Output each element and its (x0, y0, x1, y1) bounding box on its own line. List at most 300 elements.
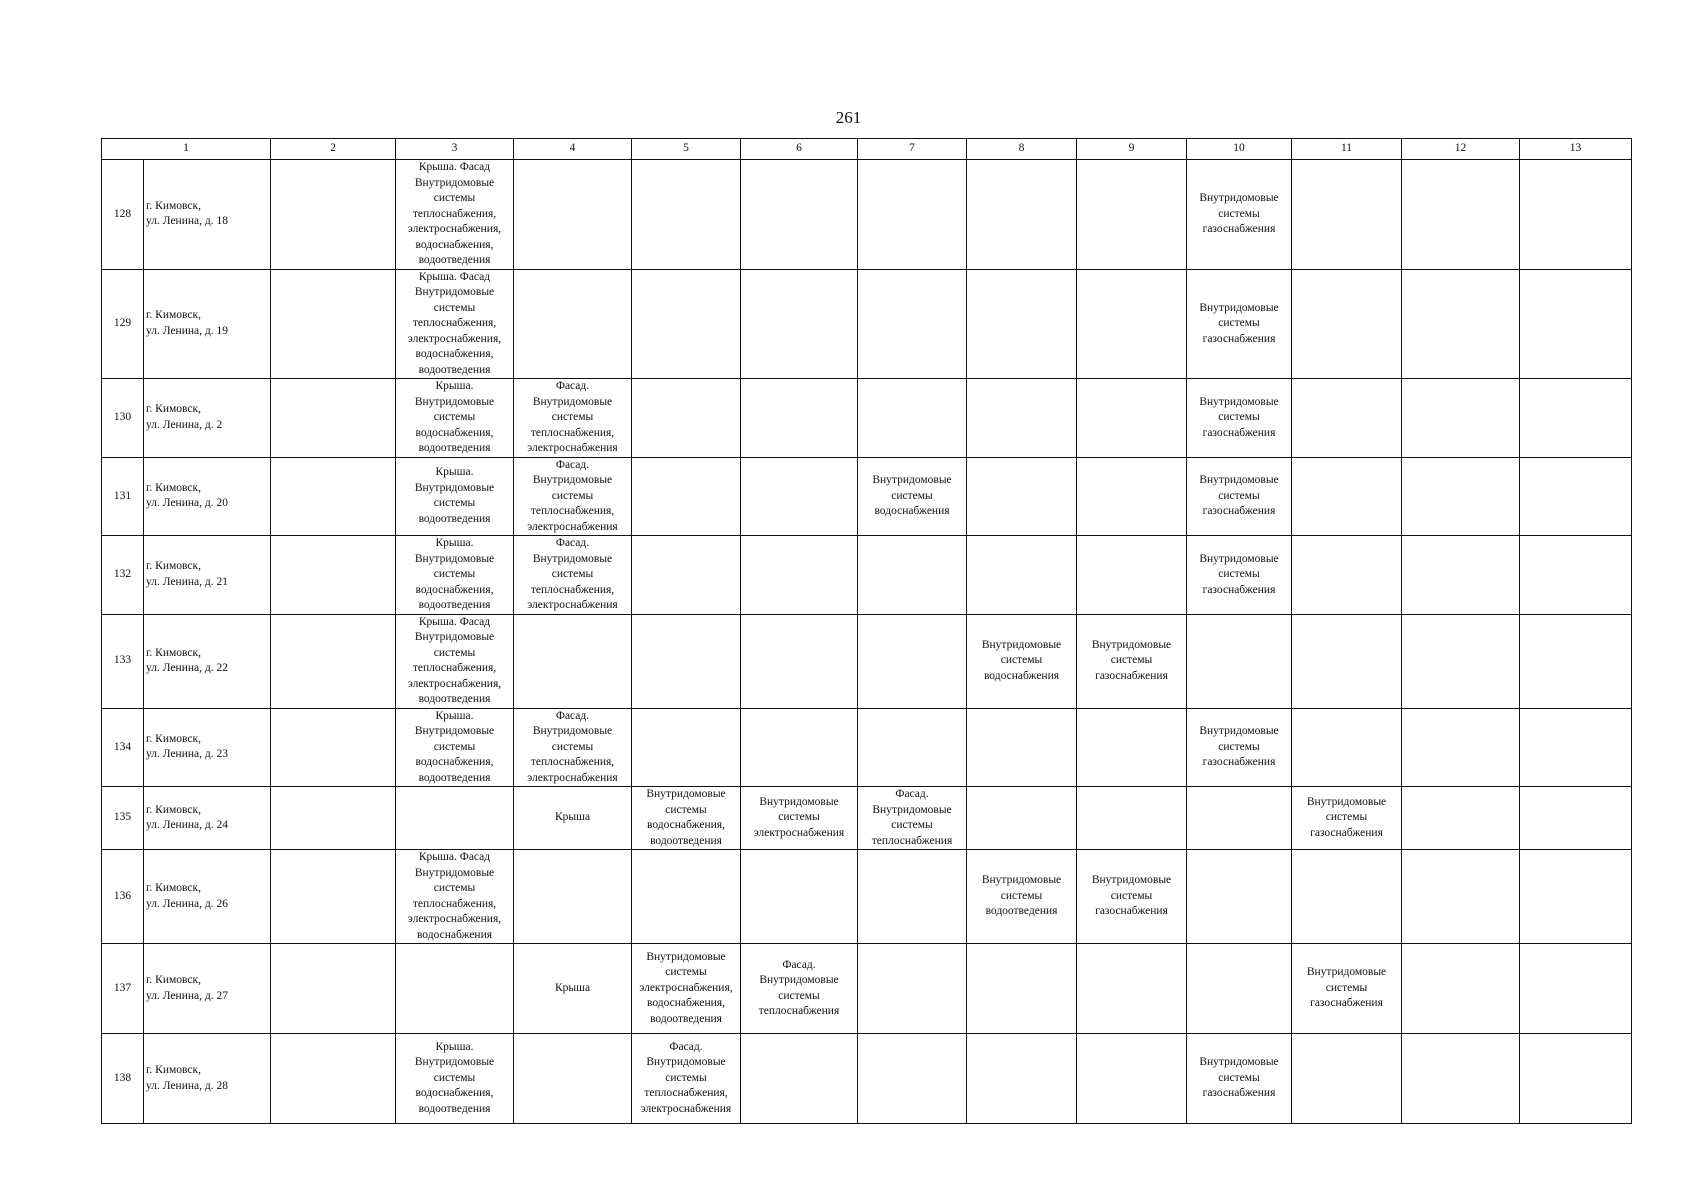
cell-line: ул. Ленина, д. 23 (146, 748, 228, 761)
cell-line: теплоснабжения, (530, 505, 615, 517)
row-number: 132 (102, 536, 144, 615)
work-cell-col-2 (271, 536, 396, 615)
work-cell-col-11 (1292, 269, 1402, 379)
work-cell-col-4 (514, 269, 632, 379)
row-number: 137 (102, 944, 144, 1034)
work-cell-col-8 (967, 1034, 1077, 1124)
work-cell-col-13 (1520, 1034, 1632, 1124)
work-cell-col-9 (1077, 614, 1187, 708)
work-cell-col-8 (967, 379, 1077, 458)
table-row (102, 536, 1632, 615)
cell-line: системы (1110, 654, 1153, 667)
cell-line: Внутридомовые (1199, 725, 1279, 737)
cell-line: Крыша. Фасад (418, 161, 491, 173)
cell-line: г. Кимовск, (146, 403, 201, 416)
work-cell-col-8 (967, 536, 1077, 615)
cell-line: системы (433, 740, 476, 753)
work-cell-col-2 (271, 160, 396, 270)
table-row (102, 614, 1632, 708)
cell-text (858, 473, 966, 520)
cell-line: газоснабжения (1202, 505, 1276, 517)
cell-line: Крыша. (435, 537, 474, 549)
cell-line: водоотведения (418, 1102, 491, 1115)
cell-line: Внутридомовые (646, 950, 726, 963)
cell-line: ул. Ленина, д. 24 (146, 819, 228, 831)
work-cell-col-9 (1077, 708, 1187, 787)
cell-line: ул. Ленина, д. 27 (146, 989, 228, 1002)
cell-text (396, 709, 513, 787)
cell-line: Фасад. (895, 788, 929, 800)
cell-text (514, 458, 631, 536)
cell-line: системы (433, 1071, 476, 1084)
work-cell-col-13 (1520, 457, 1632, 536)
address-cell (144, 379, 271, 458)
cell-line: Внутридомовые (759, 795, 839, 808)
work-cell-col-2 (271, 944, 396, 1034)
work-cell-col-8 (967, 708, 1077, 787)
cell-text (1077, 638, 1186, 685)
work-cell-col-7 (858, 269, 967, 379)
cell-line: системы (1218, 740, 1260, 753)
cell-line: системы (1218, 489, 1260, 502)
work-cell-col-3 (396, 850, 514, 944)
column-header-4: 4 (514, 139, 632, 160)
work-cell-col-5 (632, 160, 741, 270)
work-cell-col-4 (514, 708, 632, 787)
cell-text (396, 850, 513, 943)
cell-line: Внутридомовые (1199, 552, 1279, 565)
cell-line: Фасад. (555, 709, 590, 722)
cell-text (146, 402, 270, 433)
cell-line: Фасад. (555, 380, 590, 392)
cell-line: ул. Ленина, д. 18 (146, 215, 228, 228)
cell-line: Внутридомовые (532, 395, 613, 408)
cell-line: водоотведения (650, 1012, 722, 1025)
work-cell-col-12 (1402, 1034, 1520, 1124)
cell-line: Фасад. (555, 458, 590, 471)
column-header-5: 5 (632, 139, 741, 160)
cell-text (1187, 191, 1291, 238)
cell-text (396, 1040, 513, 1118)
cell-line: Внутридомовые (414, 286, 495, 298)
work-cell-col-8 (967, 944, 1077, 1034)
row-number: 133 (102, 614, 144, 708)
address-cell (144, 944, 271, 1034)
column-header-9: 9 (1077, 139, 1187, 160)
table-row (102, 1034, 1632, 1124)
cell-line: системы (778, 811, 820, 824)
cell-line: водоснабжения, (415, 348, 494, 360)
work-cell-col-2 (271, 787, 396, 850)
address-cell (144, 787, 271, 850)
table-row (102, 708, 1632, 787)
work-cell-col-10 (1187, 269, 1292, 379)
cell-line: электроснабжения (527, 771, 618, 784)
work-cell-col-10 (1187, 160, 1292, 270)
cell-line: Крыша. (435, 466, 474, 479)
cell-text (146, 803, 270, 834)
cell-line: Внутридомовые (1199, 395, 1279, 408)
column-header-1: 1 (102, 139, 271, 160)
cell-text (146, 308, 270, 339)
cell-line: Внутридомовые (532, 725, 613, 737)
work-cell-col-13 (1520, 536, 1632, 615)
cell-line: г. Кимовск, (146, 882, 201, 894)
work-cell-col-7 (858, 160, 967, 270)
work-cell-col-3 (396, 160, 514, 270)
work-cell-col-6 (741, 269, 858, 379)
cell-text (514, 379, 631, 457)
cell-line: теплоснабжения, (530, 426, 615, 439)
table-row (102, 787, 1632, 850)
cell-line: системы (1218, 411, 1260, 423)
cell-line: Внутридомовые (872, 803, 952, 816)
cell-line: Внутридомовые (532, 552, 613, 565)
cell-line: ул. Ленина, д. 2 (146, 418, 223, 431)
cell-line: г. Кимовск, (146, 974, 201, 986)
column-number-header-row (102, 139, 1632, 160)
work-cell-col-5 (632, 708, 741, 787)
cell-text (858, 787, 966, 849)
work-cell-col-3 (396, 944, 514, 1034)
cell-line: газоснабжения (1095, 669, 1168, 682)
cell-text (1187, 1055, 1291, 1102)
work-cell-col-5 (632, 787, 741, 850)
cell-line: Внутридомовые (1199, 474, 1279, 486)
work-cell-col-9 (1077, 536, 1187, 615)
cell-text (146, 1063, 270, 1094)
cell-line: системы (1000, 654, 1043, 667)
work-cell-col-12 (1402, 708, 1520, 787)
work-cell-col-13 (1520, 850, 1632, 944)
work-cell-col-6 (741, 787, 858, 850)
cell-text (1187, 724, 1291, 771)
cell-line: Внутридомовые (759, 974, 839, 986)
work-cell-col-3 (396, 536, 514, 615)
work-cell-col-6 (741, 944, 858, 1034)
table-row (102, 850, 1632, 944)
address-cell (144, 457, 271, 536)
cell-line: системы (551, 411, 594, 423)
cell-text (632, 950, 740, 1028)
cell-line: системы (665, 966, 707, 979)
cell-line: ул. Ленина, д. 21 (146, 575, 228, 588)
work-cell-col-3 (396, 708, 514, 787)
address-cell (144, 614, 271, 708)
work-cell-col-10 (1187, 787, 1292, 850)
cell-line: электроснабжения (527, 442, 618, 454)
cell-line: Внутридомовые (981, 638, 1062, 651)
work-cell-col-13 (1520, 787, 1632, 850)
cell-line: системы (433, 646, 476, 659)
cell-text (396, 536, 513, 614)
cell-line: Фасад. (782, 958, 816, 971)
work-cell-col-4 (514, 536, 632, 615)
cell-line: Внутридомовые (646, 788, 726, 800)
work-cell-col-10 (1187, 536, 1292, 615)
cell-text (146, 732, 270, 763)
cell-text (741, 795, 857, 842)
cell-line: водоснабжения, (647, 997, 725, 1010)
work-cell-col-12 (1402, 269, 1520, 379)
cell-text (967, 873, 1076, 920)
cell-text (514, 981, 631, 997)
cell-text (632, 787, 740, 849)
cell-line: Внутридомовые (1199, 301, 1279, 314)
repair-schedule-table (101, 138, 1632, 1124)
work-cell-col-4 (514, 787, 632, 850)
cell-text (967, 638, 1076, 685)
cell-line: электроснабжения (640, 1102, 732, 1115)
cell-line: г. Кимовск, (146, 481, 201, 494)
cell-line: системы (433, 411, 476, 423)
column-header-11: 11 (1292, 139, 1402, 160)
column-header-7: 7 (858, 139, 967, 160)
work-cell-col-12 (1402, 379, 1520, 458)
cell-line: газоснабжения (1310, 826, 1383, 839)
cell-text (396, 160, 513, 269)
cell-line: Внутридомовые (414, 725, 495, 737)
work-cell-col-11 (1292, 944, 1402, 1034)
work-cell-col-5 (632, 850, 741, 944)
work-cell-col-10 (1187, 850, 1292, 944)
cell-line: водоотведения (418, 363, 491, 376)
cell-text (1187, 552, 1291, 599)
cell-line: газоснабжения (1202, 332, 1276, 345)
row-number: 136 (102, 850, 144, 944)
work-cell-col-2 (271, 457, 396, 536)
work-cell-col-6 (741, 379, 858, 458)
cell-line: системы (433, 882, 476, 894)
cell-line: теплоснабжения, (412, 317, 497, 329)
work-cell-col-12 (1402, 850, 1520, 944)
work-cell-col-5 (632, 536, 741, 615)
column-header-6: 6 (741, 139, 858, 160)
work-cell-col-2 (271, 269, 396, 379)
table-row (102, 944, 1632, 1034)
cell-line: водоотведения (418, 512, 491, 525)
cell-text (1292, 795, 1401, 842)
cell-line: г. Кимовск, (146, 732, 201, 745)
cell-text (396, 615, 513, 708)
cell-line: Внутридомовые (414, 866, 495, 879)
cell-line: электроснабжения, (407, 913, 502, 925)
work-cell-col-4 (514, 160, 632, 270)
cell-text (146, 646, 270, 677)
work-cell-col-11 (1292, 787, 1402, 850)
cell-line: системы (1325, 981, 1368, 994)
table-row (102, 160, 1632, 270)
cell-line: системы (891, 489, 933, 502)
work-cell-col-12 (1402, 787, 1520, 850)
work-cell-col-10 (1187, 944, 1292, 1034)
work-cell-col-9 (1077, 160, 1187, 270)
cell-line: Внутридомовые (414, 631, 495, 643)
work-cell-col-13 (1520, 614, 1632, 708)
cell-line: системы (1110, 889, 1153, 902)
work-cell-col-7 (858, 944, 967, 1034)
row-number: 131 (102, 457, 144, 536)
cell-line: Крыша. Фасад (418, 851, 491, 863)
cell-line: электроснабжения, (407, 223, 502, 235)
cell-line: водоснабжения, (647, 819, 725, 831)
cell-text (146, 973, 270, 1004)
address-cell (144, 269, 271, 379)
page-number: 261 (835, 108, 862, 127)
cell-line: теплоснабжения, (530, 583, 615, 596)
work-cell-col-7 (858, 379, 967, 458)
work-cell-col-6 (741, 536, 858, 615)
work-cell-col-4 (514, 614, 632, 708)
row-number: 130 (102, 379, 144, 458)
cell-line: электроснабжения, (407, 332, 502, 345)
work-cell-col-6 (741, 1034, 858, 1124)
work-cell-col-5 (632, 1034, 741, 1124)
work-cell-col-11 (1292, 850, 1402, 944)
work-cell-col-2 (271, 379, 396, 458)
cell-line: Крыша. (435, 1040, 474, 1053)
work-cell-col-2 (271, 1034, 396, 1124)
cell-line: Фасад. (669, 1040, 703, 1053)
work-cell-col-11 (1292, 457, 1402, 536)
cell-line: г. Кимовск, (146, 803, 201, 816)
cell-line: водоотведения (418, 693, 491, 705)
cell-line: Внутридомовые (532, 474, 613, 486)
work-cell-col-13 (1520, 944, 1632, 1034)
work-cell-col-6 (741, 850, 858, 944)
work-cell-col-10 (1187, 708, 1292, 787)
cell-line: г. Кимовск, (146, 560, 201, 573)
cell-line: Внутридомовые (981, 874, 1062, 887)
cell-line: Внутридомовые (1199, 192, 1279, 204)
work-cell-col-3 (396, 614, 514, 708)
work-cell-col-9 (1077, 1034, 1187, 1124)
cell-line: Внутридомовые (872, 474, 952, 486)
cell-line: системы (433, 568, 476, 580)
work-cell-col-9 (1077, 787, 1187, 850)
row-number: 129 (102, 269, 144, 379)
cell-text (1187, 395, 1291, 442)
work-cell-col-11 (1292, 160, 1402, 270)
work-cell-col-5 (632, 269, 741, 379)
cell-line: ул. Ленина, д. 20 (146, 497, 228, 510)
cell-line: водоснабжения, (415, 583, 494, 596)
cell-line: г. Кимовск, (146, 309, 201, 322)
cell-line: Внутридомовые (1091, 874, 1172, 887)
address-cell (144, 850, 271, 944)
cell-line: системы (1218, 1071, 1260, 1084)
work-cell-col-12 (1402, 944, 1520, 1034)
work-cell-col-11 (1292, 614, 1402, 708)
cell-line: Крыша (554, 811, 591, 824)
work-cell-col-7 (858, 708, 967, 787)
cell-line: водоснабжения (983, 669, 1060, 682)
address-cell (144, 536, 271, 615)
cell-line: системы (1218, 207, 1260, 220)
cell-line: ул. Ленина, д. 28 (146, 1079, 228, 1092)
cell-text (146, 559, 270, 590)
address-cell (144, 1034, 271, 1124)
cell-line: системы (1218, 568, 1260, 580)
work-cell-col-9 (1077, 457, 1187, 536)
work-cell-col-7 (858, 1034, 967, 1124)
column-header-13: 13 (1520, 139, 1632, 160)
work-cell-col-12 (1402, 536, 1520, 615)
cell-text (1187, 473, 1291, 520)
cell-line: теплоснабжения, (412, 662, 497, 674)
cell-line: г. Кимовск, (146, 1064, 201, 1076)
work-cell-col-3 (396, 787, 514, 850)
work-cell-col-7 (858, 614, 967, 708)
work-cell-col-2 (271, 850, 396, 944)
work-cell-col-8 (967, 457, 1077, 536)
cell-line: теплоснабжения, (412, 897, 497, 910)
cell-line: водоотведения (418, 254, 491, 266)
cell-line: газоснабжения (1202, 426, 1276, 439)
work-cell-col-8 (967, 850, 1077, 944)
cell-line: системы (1325, 811, 1368, 824)
cell-line: газоснабжения (1202, 223, 1276, 235)
cell-line: водоотведения (418, 599, 491, 611)
cell-line: газоснабжения (1310, 997, 1383, 1010)
cell-text (1187, 301, 1291, 348)
cell-line: водоснабжения (416, 928, 493, 941)
work-cell-col-11 (1292, 536, 1402, 615)
work-cell-col-7 (858, 536, 967, 615)
work-cell-col-5 (632, 614, 741, 708)
cell-line: системы (433, 192, 476, 204)
work-cell-col-10 (1187, 614, 1292, 708)
cell-line: газоснабжения (1202, 756, 1276, 768)
cell-line: системы (551, 489, 594, 502)
cell-line: ул. Ленина, д. 19 (146, 324, 228, 337)
row-number: 128 (102, 160, 144, 270)
work-cell-col-7 (858, 787, 967, 850)
work-cell-col-7 (858, 850, 967, 944)
row-number: 135 (102, 787, 144, 850)
work-cell-col-11 (1292, 708, 1402, 787)
cell-line: г. Кимовск, (146, 199, 201, 212)
cell-line: теплоснабжения, (644, 1087, 728, 1100)
cell-line: Внутридомовые (1199, 1056, 1279, 1069)
column-header-8: 8 (967, 139, 1077, 160)
cell-line: Внутридомовые (414, 395, 495, 408)
cell-line: Крыша. Фасад (418, 270, 491, 283)
work-cell-col-6 (741, 614, 858, 708)
cell-line: газоснабжения (1202, 1087, 1276, 1100)
cell-text (514, 810, 631, 826)
cell-text (146, 481, 270, 512)
work-cell-col-9 (1077, 379, 1187, 458)
work-cell-col-5 (632, 379, 741, 458)
table-row (102, 379, 1632, 458)
cell-text (396, 465, 513, 527)
cell-line: системы (1000, 889, 1043, 902)
cell-line: ул. Ленина, д. 22 (146, 662, 228, 674)
cell-text (396, 379, 513, 457)
cell-line: водоснабжения, (415, 756, 494, 768)
cell-text (632, 1040, 740, 1118)
work-cell-col-8 (967, 614, 1077, 708)
work-cell-col-9 (1077, 944, 1187, 1034)
cell-line: теплоснабжения (871, 834, 953, 847)
cell-line: г. Кимовск, (146, 646, 201, 659)
cell-line: Внутридомовые (1091, 638, 1172, 651)
work-cell-col-10 (1187, 379, 1292, 458)
cell-line: Внутридомовые (414, 176, 495, 189)
work-cell-col-3 (396, 1034, 514, 1124)
cell-line: водоотведения (418, 771, 491, 784)
